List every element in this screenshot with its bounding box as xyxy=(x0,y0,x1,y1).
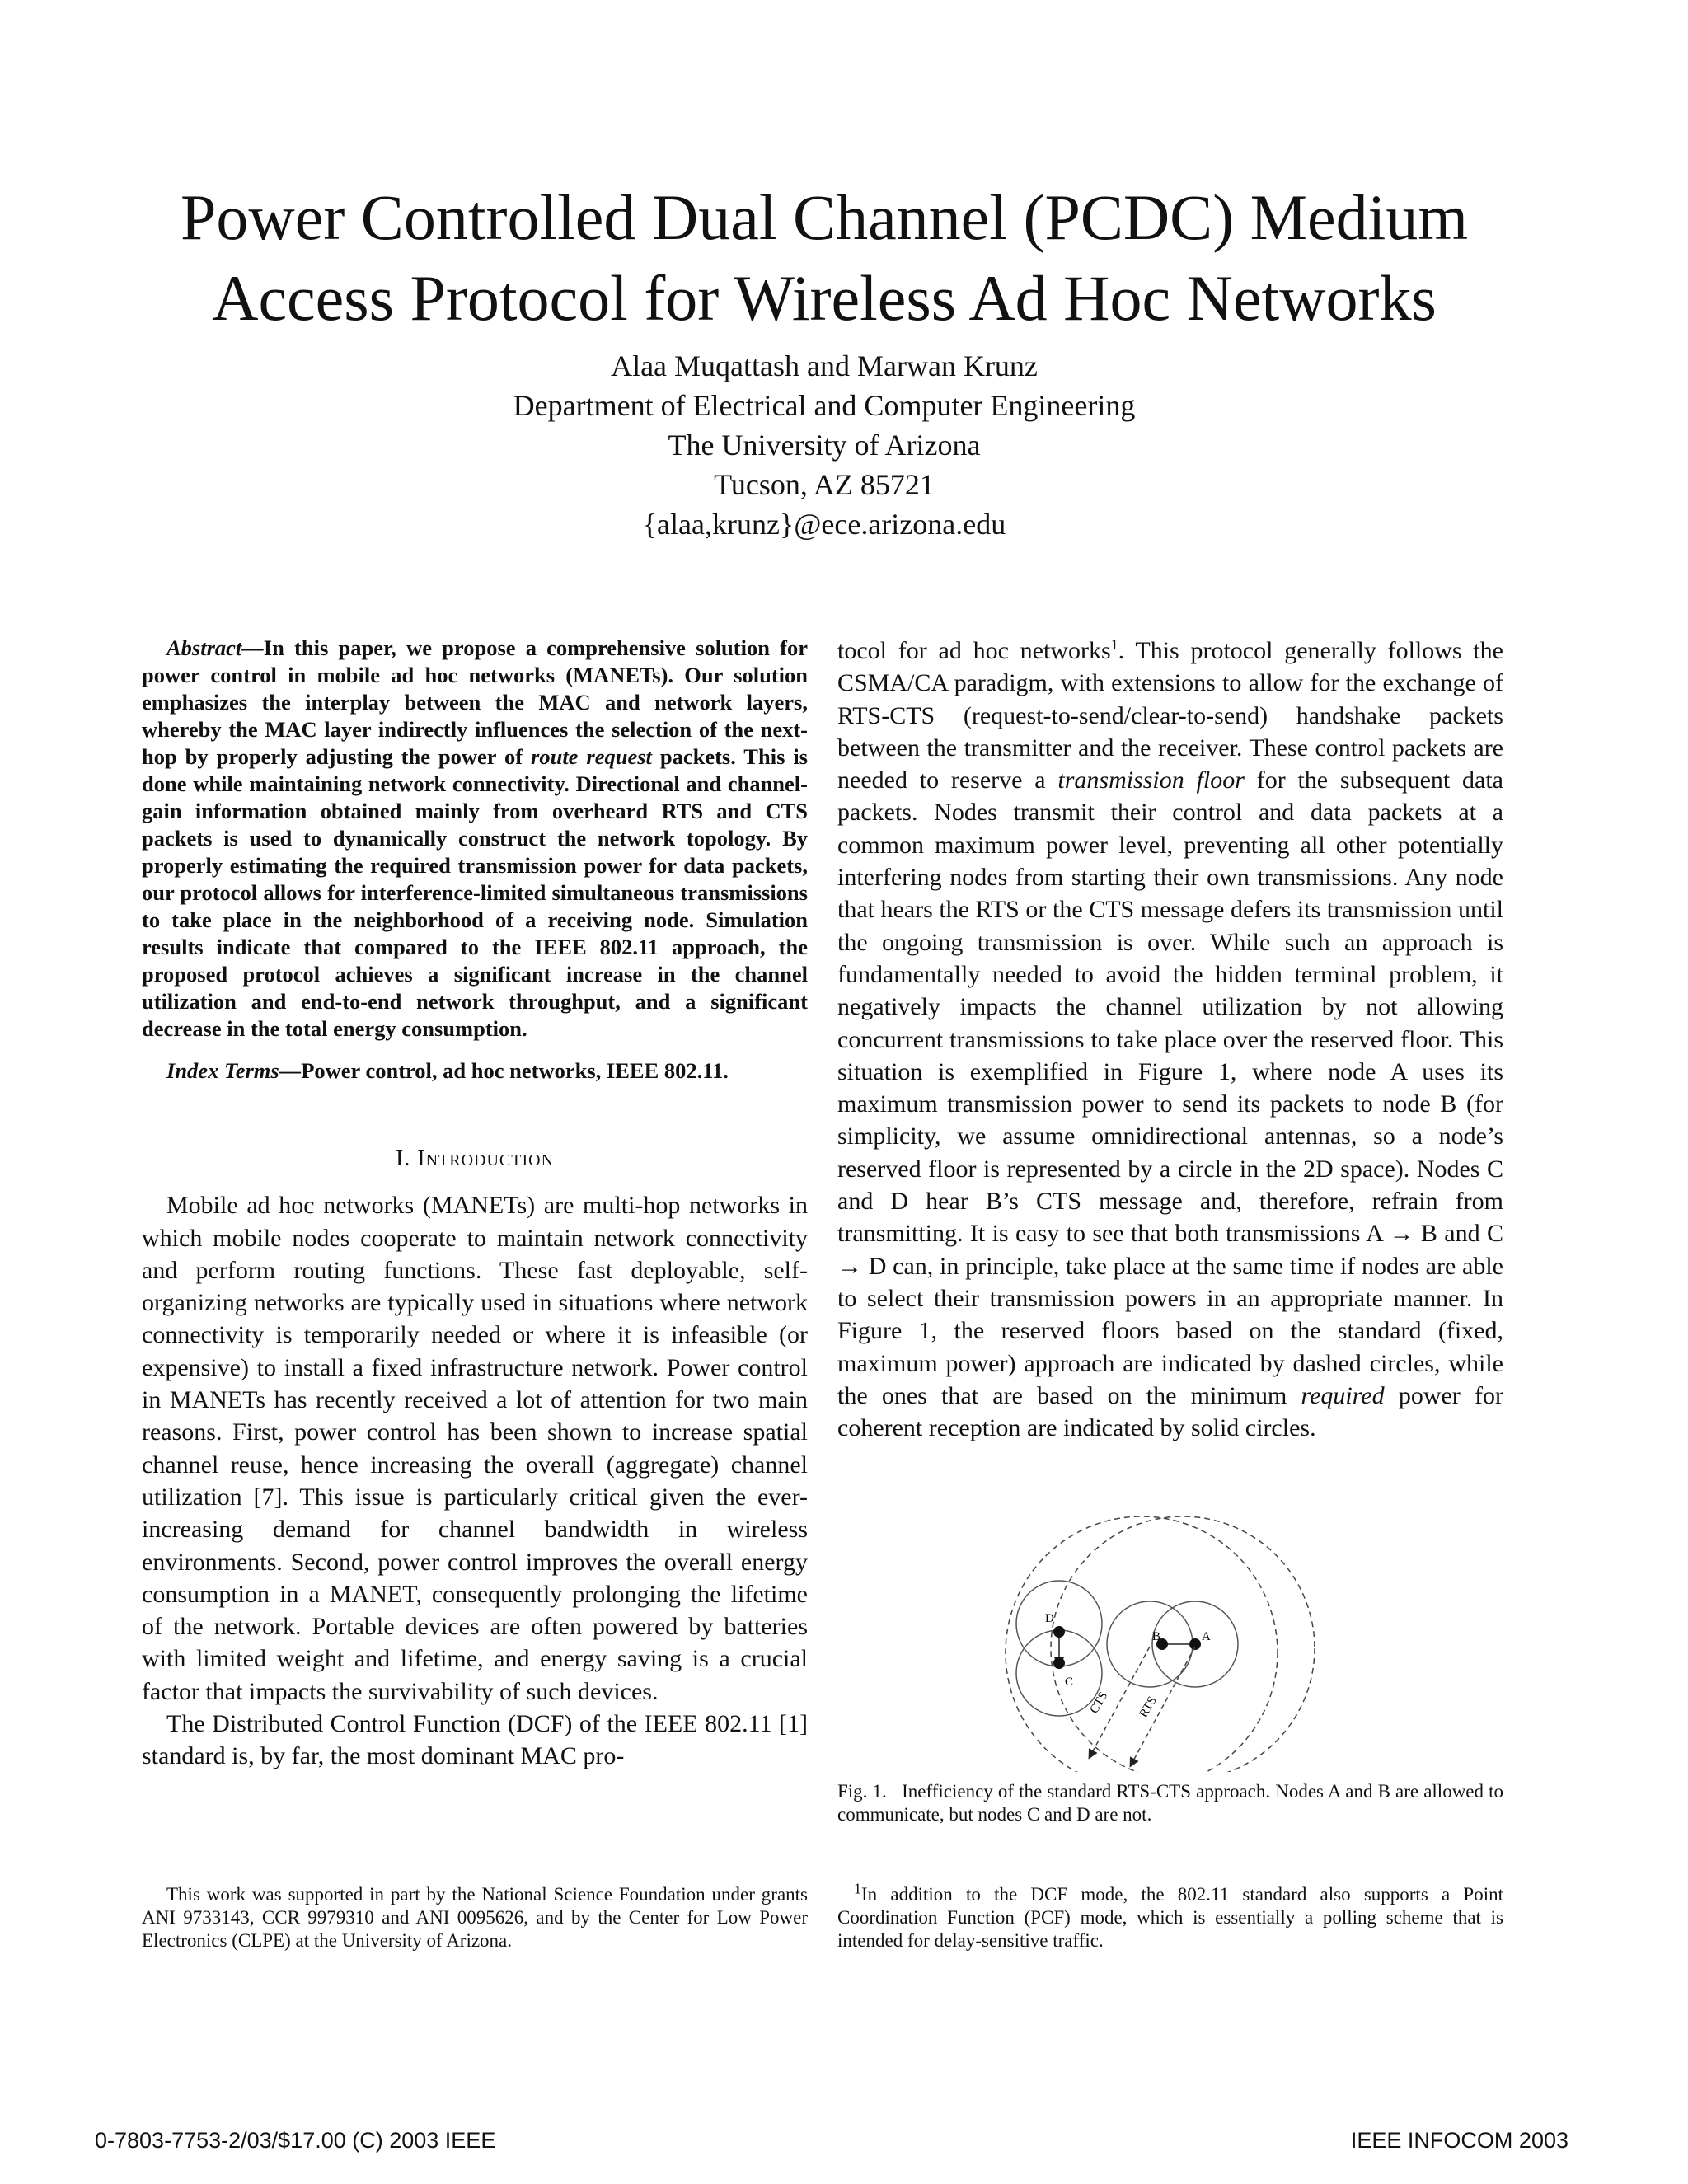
footnote-funding-text: This work was supported in part by the National Science Foundation under grants ANI 9733143, CCR 9979310 and ANI 0095626, and by the Center for Low Power Electronics (CLPE) at the University of Arizona. xyxy=(142,1884,808,1951)
author-email: {alaa,krunz}@ece.arizona.edu xyxy=(642,508,1006,541)
node-d xyxy=(1053,1626,1065,1638)
right-text-c: for the subsequent data packets. Nodes transmit their control and data packets at a common maximum power level, preventing all other potentially interfering nodes from starting their own transmissions. Any node that hears the RTS or the CTS message defers its transmission until the ongoing transmission is over. While such an approach is fundamentally needed to avoid the hidden terminal problem, it negatively impacts the channel utilization by not allowing concurrent transmissions to take place over the reserved floor. This situation is exemplified in Figure 1, where node A uses its maximum transmission power to send its packets to node B (for simplicity, we assume omnidirectional antennas, so a node’s reserved floor is represented by a circle in the 2D space). Nodes C and D hear B’s CTS message and, therefore, refrain from transmitting. It is easy to see that both transmissions A → B and C → D can, in principle, take place at the same time if nodes are able to select their transmission powers in an appropriate manner. In Figure 1, the reserved floors based on the standard (fixed, maximum power) approach are indicated by dashed circles, while the ones that are based on the minimum xyxy=(837,766,1503,1409)
right-italic-2: required xyxy=(1301,1381,1385,1409)
footnote-marker: 1 xyxy=(1110,636,1118,653)
node-label-c: C xyxy=(1065,1675,1074,1689)
author-department: Department of Electrical and Computer Engineering xyxy=(513,389,1136,422)
index-terms xyxy=(142,1057,808,1085)
abstract-italic: route request xyxy=(531,744,652,769)
node-label-b: B xyxy=(1152,1630,1161,1643)
cts-label: CTS xyxy=(1087,1690,1111,1716)
right-italic-1: transmission floor xyxy=(1057,766,1245,794)
footer-copyright: 0-7803-7753-2/03/$17.00 (C) 2003 IEEE xyxy=(95,2128,496,2153)
abstract xyxy=(142,635,808,1043)
author-block xyxy=(247,346,1401,544)
author-names: Alaa Muqattash and Marwan Krunz xyxy=(611,349,1038,382)
footnote-1 xyxy=(837,1880,1503,1952)
figure-caption-label: Fig. 1. xyxy=(837,1781,887,1802)
figure-caption-text: Inefficiency of the standard RTS-CTS approach. Nodes A and B are allowed to communicate, but nodes C and D are not. xyxy=(837,1781,1504,1825)
right-text-a: tocol for ad hoc networks xyxy=(837,637,1111,664)
intro-paragraph-2: The Distributed Control Function (DCF) of the IEEE 802.11 [1] standard is, by far, the most dominant MAC pro- xyxy=(142,1710,808,1770)
paper-title: Power Controlled Dual Channel (PCDC) Medium Access Protocol for Wireless Ad Hoc Networks xyxy=(180,181,1469,334)
right-paragraph xyxy=(837,635,1503,1444)
rts-label: RTS xyxy=(1137,1694,1160,1720)
left-column xyxy=(142,635,808,1773)
node-label-a: A xyxy=(1202,1630,1211,1643)
footnote-funding xyxy=(142,1883,808,1952)
right-text-b: . This protocol generally follows the CSMA/CA paradigm, with extensions to allow for the exchange of RTS-CTS (request-to-send/clear-to-send) handshake packets between the transmitter and the receiver. These control packets are needed to reserve a xyxy=(837,637,1503,794)
figure-1-diagram xyxy=(989,1508,1352,1772)
footer-conference: IEEE INFOCOM 2003 xyxy=(1350,2128,1568,2153)
abstract-label: Abstract— xyxy=(166,635,264,660)
right-column xyxy=(837,635,1503,1444)
right-text-d: power for coherent reception are indicated by solid circles. xyxy=(837,1381,1503,1442)
node-a xyxy=(1189,1638,1201,1650)
author-university: The University of Arizona xyxy=(668,429,981,462)
reserved-floor-b-dashed xyxy=(1006,1516,1278,1772)
author-location: Tucson, AZ 85721 xyxy=(714,468,935,501)
abstract-text: In this paper, we propose a comprehensive solution for power control in mobile ad hoc networks (MANETs). Our solution emphasizes the interplay between the MAC and network layers, whereby the MAC layer indirectly influences the selection of the next-hop by properly adjusting the power of xyxy=(142,635,808,769)
section-number: I. xyxy=(395,1146,411,1171)
figure-caption xyxy=(837,1780,1503,1826)
intro-paragraph-1: Mobile ad hoc networks (MANETs) are multi-hop networks in which mobile nodes cooperate to maintain network connectivity and perform routing functions. These fast deployable, self-organizing networks are typically used in situations where network connectivity is temporarily needed or where it is infeasible (or expensive) to install a fixed infrastructure network. Power control in MANETs has recently received a lot of attention for two main reasons. First, power control has been shown to increase spatial channel reuse, hence increasing the overall (aggregate) channel utilization [7]. This issue is particularly critical given the ever-increasing demand for channel bandwidth in wireless environments. Second, power control improves the overall energy consumption in a MANET, consequently prolonging the lifetime of the network. Portable devices are often powered by batteries with limited weight and lifetime, and energy saving is a crucial factor that impacts the survivability of such devices. xyxy=(142,1192,808,1705)
section-heading xyxy=(142,1142,808,1174)
index-terms-label: Index Terms— xyxy=(166,1058,302,1083)
footnote-1-text: In addition to the DCF mode, the 802.11 standard also supports a Point Coordination Function (PCF) mode, which is essentially a polling scheme that is intended for delay-sensitive traffic. xyxy=(837,1884,1503,1951)
footnote-1-marker: 1 xyxy=(854,1880,861,1897)
abstract-text-2: packets. This is done while maintaining network connectivity. Directional and channel-gain information obtained mainly from overheard RTS and CTS packets is used to dynamically construct the network topology. By properly estimating the required transmission power for data packets, our protocol allows for interference-limited simultaneous transmissions to take place in the neighborhood of a receiving node. Simulation results indicate that compared to the IEEE 802.11 approach, the proposed protocol achieves a significant increase in the channel utilization and end-to-end network throughput, and a significant decrease in the total energy consumption. xyxy=(142,744,808,1041)
index-terms-text: Power control, ad hoc networks, IEEE 802.11. xyxy=(301,1058,729,1083)
section-title: Introduction xyxy=(417,1146,555,1171)
node-label-d: D xyxy=(1045,1612,1054,1625)
node-c xyxy=(1053,1657,1065,1669)
